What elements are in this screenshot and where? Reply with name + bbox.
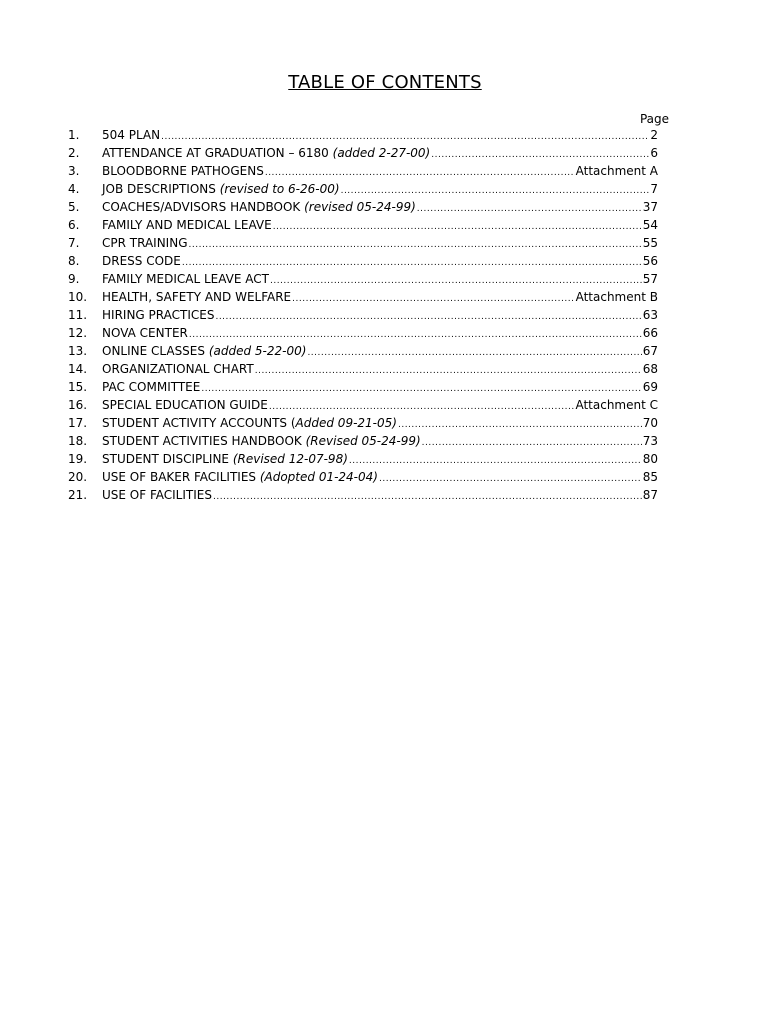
entry-number: 1. (68, 128, 80, 142)
entry-number: 18. (68, 434, 88, 448)
entry-title: STUDENT DISCIPLINE (Revised 12-07-98) (102, 452, 348, 466)
toc-entry (68, 416, 658, 434)
entry-number: 21. (68, 488, 88, 502)
dot-leader (307, 348, 641, 358)
entry-title: BLOODBORNE PATHOGENS (102, 164, 264, 178)
entry-number: 7. (68, 236, 80, 250)
dot-leader (292, 294, 574, 304)
entry-title: CPR TRAINING (102, 236, 188, 250)
dot-leader (398, 420, 642, 430)
entry-page: 85 (642, 470, 658, 484)
toc-entry (68, 326, 658, 344)
toc-entry (68, 218, 658, 236)
toc-entry (68, 236, 658, 254)
dot-leader (270, 276, 642, 286)
entry-number: 19. (68, 452, 88, 466)
entry-number: 4. (68, 182, 80, 196)
entry-title: FAMILY AND MEDICAL LEAVE (102, 218, 272, 232)
dot-leader (431, 150, 649, 160)
dot-leader (215, 312, 641, 322)
entry-number: 3. (68, 164, 80, 178)
toc-entry (68, 452, 658, 470)
dot-leader (349, 456, 642, 466)
toc-entry (68, 398, 658, 416)
entry-title: COACHES/ADVISORS HANDBOOK (revised 05-24-99) (102, 200, 416, 214)
entry-page: 80 (642, 452, 658, 466)
toc-entry (68, 128, 658, 146)
entry-title: DRESS CODE (102, 254, 181, 268)
toc-list (68, 128, 658, 506)
entry-page: 69 (642, 380, 658, 394)
toc-entry (68, 308, 658, 326)
dot-leader (422, 438, 642, 448)
entry-page: 56 (642, 254, 658, 268)
toc-entry (68, 488, 658, 506)
dot-leader (417, 204, 642, 214)
dot-leader (255, 366, 642, 376)
entry-page: Attachment B (575, 290, 658, 304)
toc-entry (68, 470, 658, 488)
dot-leader (201, 384, 641, 394)
toc-entry (68, 182, 658, 200)
toc-entry (68, 290, 658, 308)
entry-number: 8. (68, 254, 80, 268)
entry-page: 6 (650, 146, 658, 160)
entry-title: USE OF BAKER FACILITIES (Adopted 01-24-04) (102, 470, 378, 484)
entry-title: HEALTH, SAFETY AND WELFARE (102, 290, 292, 304)
toc-entry (68, 200, 658, 218)
entry-number: 17. (68, 416, 88, 430)
page-column-heading: Page (639, 112, 669, 126)
entry-number: 16. (68, 398, 88, 412)
dot-leader (273, 222, 642, 232)
entry-page: 2 (650, 128, 658, 142)
entry-page: 73 (642, 434, 658, 448)
toc-entry (68, 434, 658, 452)
entry-page: 70 (642, 416, 658, 430)
entry-page: 37 (642, 200, 658, 214)
dot-leader (379, 474, 642, 484)
entry-title: FAMILY MEDICAL LEAVE ACT (102, 272, 269, 286)
entry-page: 57 (642, 272, 658, 286)
entry-title: ORGANIZATIONAL CHART (102, 362, 254, 376)
entry-number: 6. (68, 218, 80, 232)
entry-number: 20. (68, 470, 88, 484)
entry-title: JOB DESCRIPTIONS (revised to 6-26-00) (102, 182, 340, 196)
entry-number: 2. (68, 146, 80, 160)
toc-entry (68, 146, 658, 164)
entry-number: 12. (68, 326, 88, 340)
entry-page: 63 (642, 308, 658, 322)
entry-page: 68 (642, 362, 658, 376)
toc-entry (68, 344, 658, 362)
entry-title: PAC COMMITTEE (102, 380, 201, 394)
toc-entry (68, 164, 658, 182)
entry-title: ONLINE CLASSES (added 5-22-00) (102, 344, 307, 358)
entry-page: 67 (642, 344, 658, 358)
page-title: TABLE OF CONTENTS (288, 72, 482, 93)
dot-leader (265, 168, 575, 178)
toc-entry (68, 380, 658, 398)
entry-title: STUDENT ACTIVITIES HANDBOOK (Revised 05-24-99) (102, 434, 421, 448)
dot-leader (182, 258, 642, 268)
entry-number: 10. (68, 290, 88, 304)
entry-number: 5. (68, 200, 80, 214)
entry-page: 66 (642, 326, 658, 340)
dot-leader (213, 492, 642, 502)
entry-title: ATTENDANCE AT GRADUATION – 6180 (added 2-27-00) (102, 146, 431, 160)
entry-page: Attachment A (575, 164, 658, 178)
dot-leader (269, 402, 575, 412)
dot-leader (341, 186, 650, 196)
dot-leader (189, 330, 642, 340)
toc-entry (68, 254, 658, 272)
entry-title: NOVA CENTER (102, 326, 188, 340)
entry-number: 15. (68, 380, 88, 394)
entry-title: 504 PLAN (102, 128, 161, 142)
entry-number: 11. (68, 308, 88, 322)
toc-entry (68, 362, 658, 380)
toc-entry (68, 272, 658, 290)
entry-number: 9. (68, 272, 80, 286)
entry-page: Attachment C (575, 398, 658, 412)
entry-title: STUDENT ACTIVITY ACCOUNTS (Added 09-21-05) (102, 416, 397, 430)
entry-page: 55 (642, 236, 658, 250)
dot-leader (189, 240, 642, 250)
entry-page: 87 (642, 488, 658, 502)
entry-page: 7 (650, 182, 658, 196)
entry-title: USE OF FACILITIES (102, 488, 212, 502)
dot-leader (161, 132, 649, 142)
entry-page: 54 (642, 218, 658, 232)
entry-number: 14. (68, 362, 88, 376)
entry-number: 13. (68, 344, 88, 358)
entry-title: HIRING PRACTICES (102, 308, 215, 322)
entry-title: SPECIAL EDUCATION GUIDE (102, 398, 268, 412)
